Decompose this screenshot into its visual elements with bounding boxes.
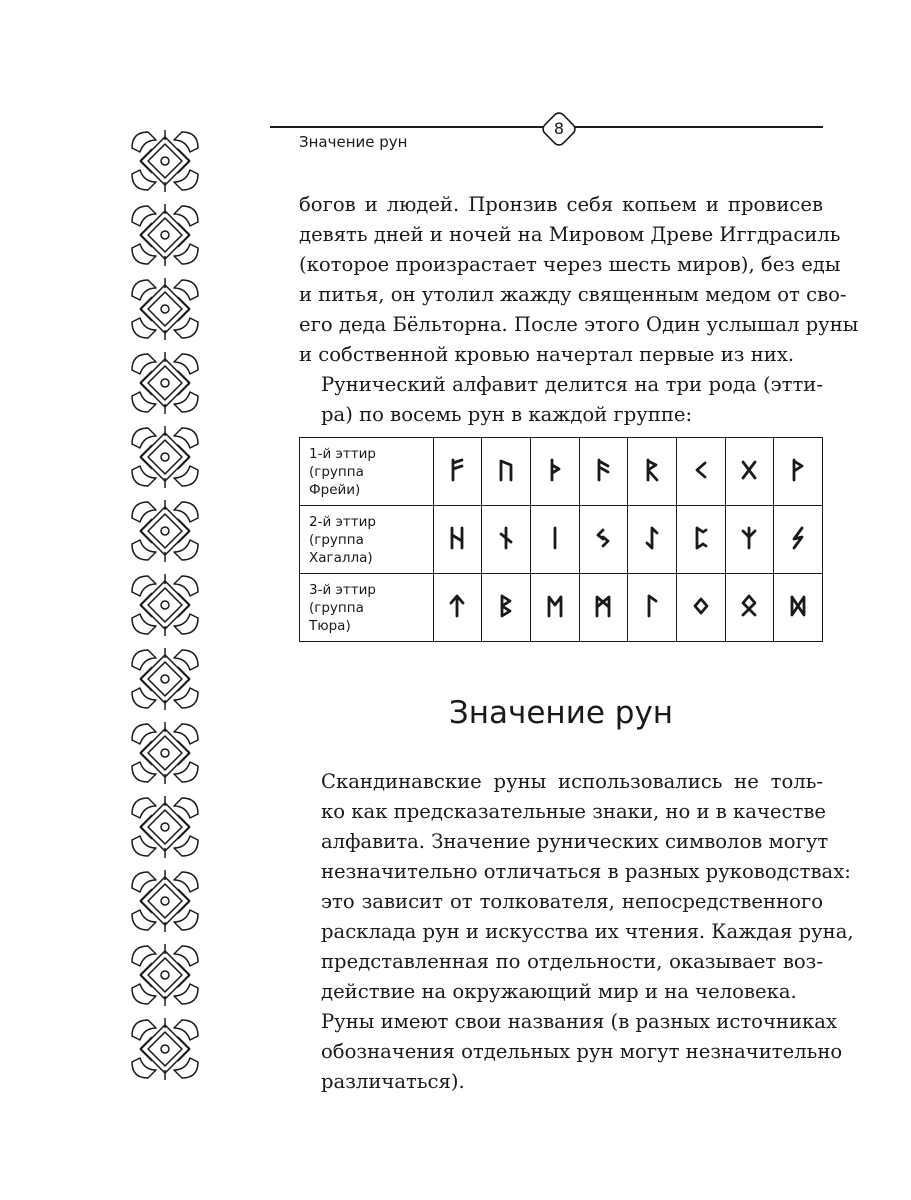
celtic-knot-icon — [126, 866, 204, 936]
rune-cell — [774, 438, 823, 506]
celtic-knot-icon — [126, 940, 204, 1010]
celtic-knot-icon — [126, 274, 204, 344]
rune-hagalaz-icon — [446, 525, 468, 551]
text-line: его деда Бёльторна. После этого Один услышал руны — [299, 313, 859, 336]
rune-cell — [676, 506, 725, 574]
paragraph-meaning — [299, 767, 854, 1007]
text-block-top — [299, 190, 859, 430]
rune-cell — [725, 574, 774, 642]
celtic-knot-icon — [126, 644, 204, 714]
aett-row — [300, 574, 823, 642]
text-line: представленная по отдельности, оказывает воз- — [321, 950, 823, 973]
rune-perthro-icon — [690, 525, 712, 551]
rune-naudhiz-icon — [495, 525, 517, 551]
text-line: девять дней и ночей на Мировом Древе Иггдрасиль — [299, 223, 841, 246]
aett-row — [300, 438, 823, 506]
aett-label-line: 2-й эттир — [309, 513, 377, 530]
rune-table — [299, 437, 823, 642]
rune-raidho-icon — [641, 457, 663, 483]
aett-label — [300, 506, 434, 574]
rune-cell — [774, 506, 823, 574]
text-line: и питья, он утолил жажду священным медом от сво- — [299, 283, 847, 306]
rune-cell — [579, 506, 628, 574]
rune-cell — [482, 438, 531, 506]
running-title: Значение рун — [299, 133, 408, 151]
text-line: и собственной кровью начертал первые из них. — [299, 343, 795, 366]
rune-isa-icon — [544, 525, 566, 551]
aett-label — [300, 574, 434, 642]
rune-cell — [433, 574, 482, 642]
celtic-knot-icon — [126, 200, 204, 270]
text-line: Рунический алфавит делится на три рода (этти- — [321, 373, 823, 396]
aett-label-line: 1-й эттир — [309, 445, 377, 462]
aett-label-line: (группа — [309, 531, 364, 548]
rune-cell — [725, 438, 774, 506]
rune-cell — [530, 506, 579, 574]
aett-label-line: 3-й эттир — [309, 581, 377, 598]
aett-label-line: Фрейи) — [309, 481, 361, 498]
rune-cell — [774, 574, 823, 642]
celtic-knot-border — [126, 126, 204, 1088]
celtic-knot-icon — [126, 792, 204, 862]
rune-kenaz-icon — [690, 457, 712, 483]
celtic-knot-icon — [126, 570, 204, 640]
paragraph-names — [299, 1007, 843, 1097]
rune-cell — [628, 506, 677, 574]
rune-cell — [482, 574, 531, 642]
aett-row — [300, 506, 823, 574]
aett-label — [300, 438, 434, 506]
text-line: Скандинавские руны использовались не толь- — [321, 770, 823, 793]
text-line: ра) по восемь рун в каждой группе: — [321, 403, 693, 426]
text-line: (которое произрастает через шесть миров), без еды — [299, 253, 841, 276]
celtic-knot-icon — [126, 1014, 204, 1084]
rune-ehwaz-icon — [544, 593, 566, 619]
rune-ansuz-icon — [592, 457, 614, 483]
rune-eihwaz-icon — [641, 525, 663, 551]
rune-sowilo-icon — [787, 525, 809, 551]
text-block-bottom — [299, 767, 854, 1097]
text-line: алфавита. Значение рунических символов могут — [321, 830, 829, 853]
rune-cell — [676, 438, 725, 506]
paragraph-alphabet — [299, 370, 823, 430]
rune-uruz-icon — [495, 457, 517, 483]
rune-cell — [725, 506, 774, 574]
rune-cell — [676, 574, 725, 642]
aett-label-line: (группа — [309, 463, 364, 480]
rune-cell — [579, 438, 628, 506]
rune-cell — [433, 506, 482, 574]
rune-gebo-icon — [738, 457, 760, 483]
text-line: обозначения отдельных рун могут незначительно — [321, 1040, 843, 1063]
rune-cell — [433, 438, 482, 506]
celtic-knot-icon — [126, 348, 204, 418]
rune-laguz-icon — [641, 593, 663, 619]
rune-cell — [628, 438, 677, 506]
rune-jera-icon — [592, 525, 614, 551]
celtic-knot-icon — [126, 422, 204, 492]
aett-label-line: (группа — [309, 599, 364, 616]
page-number: 8 — [553, 119, 565, 138]
text-line: расклада рун и искусства их чтения. Каждая руна, — [321, 920, 854, 943]
text-line: различаться). — [321, 1070, 465, 1093]
rune-cell — [482, 506, 531, 574]
section-title: Значение рун — [448, 695, 674, 731]
rune-cell — [530, 574, 579, 642]
celtic-knot-icon — [126, 496, 204, 566]
rune-wunjo-icon — [787, 457, 809, 483]
rune-cell — [579, 574, 628, 642]
text-line: незначительно отличаться в разных руководствах: — [321, 860, 851, 883]
rune-fehu-icon — [446, 457, 468, 483]
rune-mannaz-icon — [592, 593, 614, 619]
celtic-knot-icon — [126, 718, 204, 788]
paragraph-odin — [299, 190, 859, 370]
text-line: ко как предсказательные знаки, но и в качестве — [321, 800, 826, 823]
rune-cell — [530, 438, 579, 506]
rune-tiwaz-icon — [446, 593, 468, 619]
text-line: богов и людей. Пронзив себя копьем и провисев — [299, 193, 823, 216]
rune-othala-icon — [738, 593, 760, 619]
aett-label-line: Тюра) — [309, 617, 351, 634]
rune-cell — [628, 574, 677, 642]
aett-label-line: Хагалла) — [309, 549, 373, 566]
page-number-badge — [537, 107, 581, 151]
text-line: это зависит от толкователя, непосредственного — [321, 890, 823, 913]
celtic-knot-icon — [126, 126, 204, 196]
rune-berkano-icon — [495, 593, 517, 619]
rune-ingwaz-icon — [690, 593, 712, 619]
text-line: действие на окружающий мир и на человека. — [321, 980, 797, 1003]
rune-thurisaz-icon — [544, 457, 566, 483]
rune-algiz-icon — [738, 525, 760, 551]
rune-dagaz-icon — [787, 593, 809, 619]
text-line: Руны имеют свои названия (в разных источниках — [321, 1010, 838, 1033]
